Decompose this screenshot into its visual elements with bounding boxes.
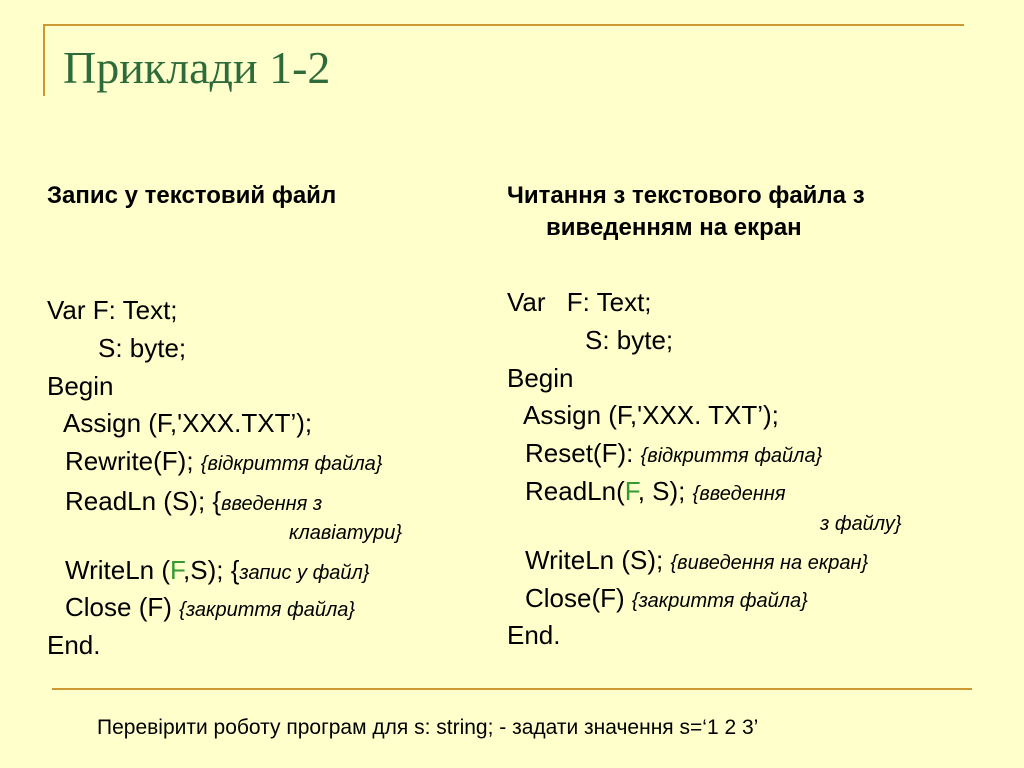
right-line-writeln (525, 543, 868, 580)
right-line-assign: Assign (F,'XXX. TXT’); (523, 400, 779, 430)
left-heading: Запис у текстовий файл (47, 182, 337, 209)
left-writeln-post: ,S); (183, 555, 224, 585)
right-writeln-comment: {виведення на екран} (670, 552, 869, 574)
left-readln-code: ReadLn (S); (65, 486, 206, 516)
left-line-assign: Assign (F,'XXX.TXT’); (63, 408, 313, 438)
right-line-close (525, 581, 808, 618)
left-line-readln (65, 484, 322, 521)
right-line-readln (525, 474, 786, 511)
right-heading-line1: Читання з текстового файла з (507, 182, 865, 209)
right-var-keyword: Var (507, 287, 546, 317)
right-line-end: End. (507, 620, 561, 650)
right-writeln-code: WriteLn (S); (525, 545, 664, 575)
left-line-begin: Begin (47, 371, 114, 401)
bottom-rule (52, 688, 972, 690)
right-close-comment: {закриття файла} (631, 590, 808, 612)
right-reset-code: Reset(F): (525, 438, 634, 468)
left-line-close (65, 590, 355, 627)
left-close-code: Close (F) (65, 592, 172, 622)
left-writeln-comment: запис у файл} (239, 562, 370, 584)
left-readln-brace: { (212, 486, 222, 516)
right-reset-comment: {відкриття файла} (640, 445, 823, 467)
slide-title: Приклади 1-2 (63, 42, 331, 93)
left-readln-comment-2: клавіатури} (289, 522, 402, 544)
right-readln-comment-2: з файлу} (820, 513, 902, 535)
left-close-comment: {закриття файла} (179, 599, 356, 621)
left-writeln-pre: WriteLn ( (65, 555, 170, 585)
right-var-decl: F: Text; (566, 287, 652, 317)
right-heading-line2: виведенням на екран (546, 214, 802, 241)
slide-footer-note: Перевірити роботу програм для s: string; - задати значення s=‘1 2 3’ (97, 716, 759, 739)
right-line-var (507, 285, 652, 319)
left-rewrite-comment: {відкриття файла} (200, 453, 383, 475)
right-line-reset (525, 436, 822, 473)
left-line-end: End. (47, 630, 101, 660)
frame-top-rule (43, 24, 964, 26)
right-line-begin: Begin (507, 363, 574, 393)
left-writeln-brace: { (230, 555, 240, 585)
right-line-s-byte: S: byte; (585, 325, 674, 355)
frame-left-rule (43, 24, 45, 96)
left-writeln-file-var: F (170, 555, 183, 585)
left-rewrite-code: Rewrite(F); (65, 446, 194, 476)
right-readln-comment-1: {введення (692, 483, 786, 505)
left-readln-comment-1: введення з (221, 493, 323, 515)
left-line-rewrite (65, 444, 382, 481)
left-line-s-byte: S: byte; (98, 333, 187, 363)
left-line-var: Var F: Text; (47, 295, 178, 325)
right-readln-post: , S); (637, 476, 686, 506)
left-line-writeln (65, 553, 370, 590)
right-readln-pre: ReadLn( (525, 476, 625, 506)
right-close-code: Close(F) (525, 583, 625, 613)
right-readln-file-var: F (624, 476, 638, 506)
